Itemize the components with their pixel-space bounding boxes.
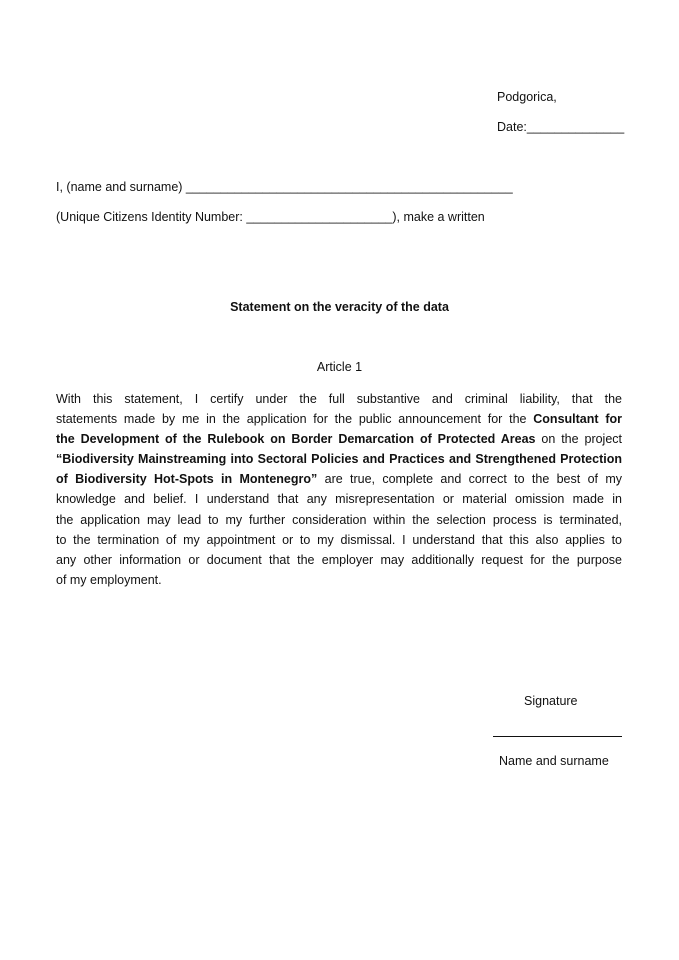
name-and-surname-line: I, (name and surname) _______________________________________________	[56, 180, 513, 194]
body-line-3	[56, 429, 622, 449]
body-text-segment: any other information or document that the employer may additionally request for the purpose	[56, 552, 622, 567]
body-line-1	[56, 389, 622, 409]
body-bold-segment: of Biodiversity Hot-Spots in Montenegro”	[56, 472, 318, 487]
body-text-segment: to the termination of my appointment or to my dismissal. I understand that this also applies to	[56, 532, 622, 547]
body-line-4	[56, 449, 622, 469]
statement-body	[56, 389, 622, 590]
body-line-8	[56, 530, 622, 550]
body-line-7	[56, 510, 622, 530]
body-line-9	[56, 550, 622, 570]
body-line-2	[56, 409, 622, 429]
body-text-segment: are true, complete and correct to the best of my	[317, 472, 622, 487]
body-line-6	[56, 489, 622, 509]
article-heading: Article 1	[316, 360, 363, 374]
body-line-10	[56, 570, 622, 590]
statement-title: Statement on the veracity of the data	[230, 300, 449, 314]
place-text: Podgorica,	[497, 90, 557, 104]
body-bold-segment: “Biodiversity Mainstreaming into Sectoral Policies and Practices and Strengthened Protection	[56, 452, 622, 467]
signature-line	[493, 736, 622, 737]
body-text-segment: on the project	[535, 432, 623, 447]
name-and-surname-label: Name and surname	[499, 754, 609, 768]
body-text-segment: the application may lead to my further consideration within the selection process is terminated,	[56, 512, 622, 527]
identity-number-line: (Unique Citizens Identity Number: _____________________), make a written	[56, 210, 485, 224]
body-text-segment: With this statement, I certify under the full substantive and criminal liability, that the	[56, 392, 622, 406]
body-bold-segment: Consultant for	[533, 412, 622, 427]
date-field: Date:______________	[497, 120, 625, 134]
signature-label: Signature	[524, 694, 578, 708]
body-text-segment: of my employment.	[56, 572, 162, 587]
body-text-segment: statements made by me in the application for the public announcement for the	[56, 412, 534, 427]
body-line-5	[56, 469, 622, 489]
body-text-segment: knowledge and belief. I understand that any misrepresentation or material omission made in	[56, 492, 622, 507]
body-bold-segment: the Development of the Rulebook on Border Demarcation of Protected Areas	[56, 432, 536, 447]
